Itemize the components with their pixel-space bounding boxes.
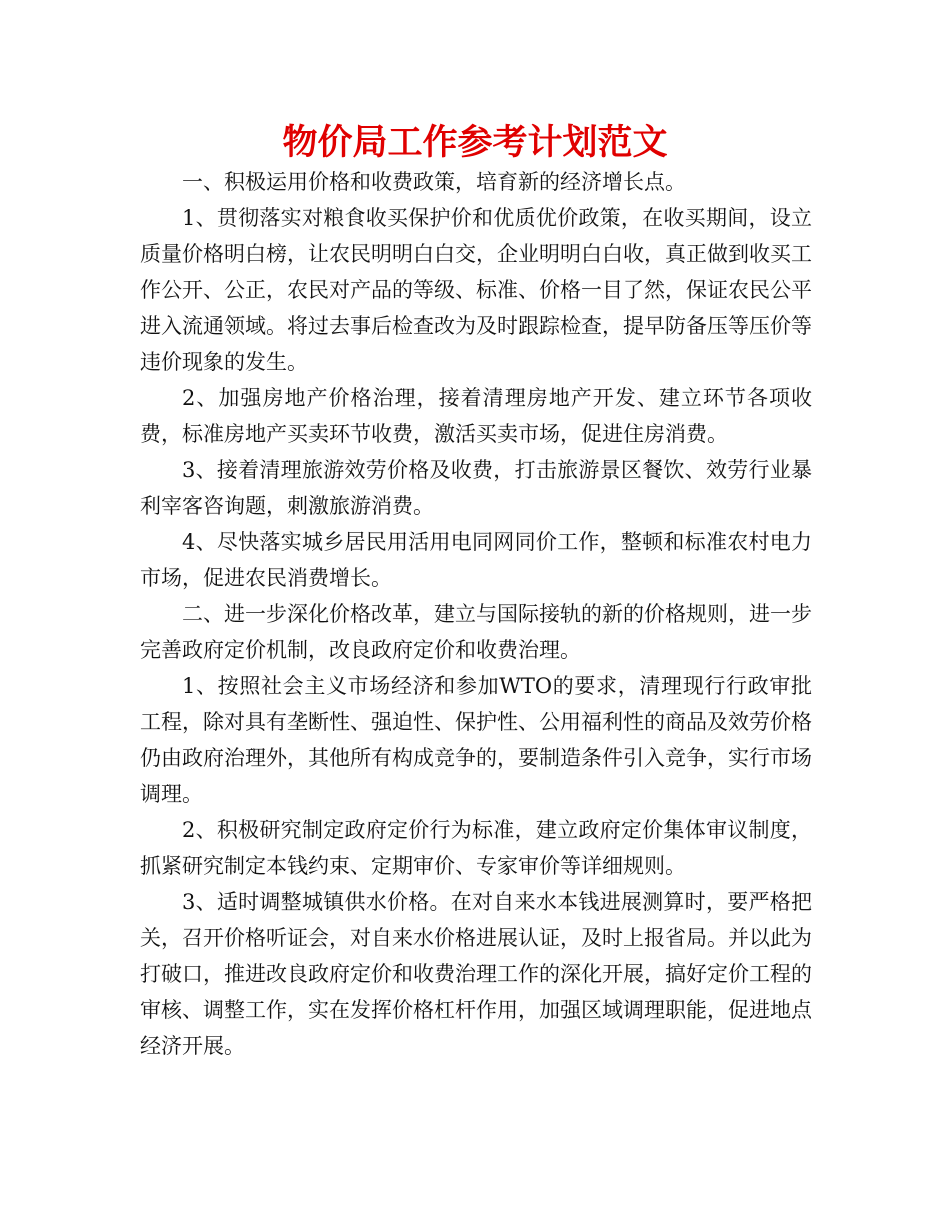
- document-body: [140, 164, 812, 1064]
- paragraph-section-2-heading: 二、进一步深化价格改革，建立与国际接轨的新的价格规则，进一步完善政府定价机制，改良政府定价和收费治理。: [140, 602, 812, 662]
- paragraph-2-3: 3、适时调整城镇供水价格。在对自来水本钱进展测算时，要严格把关，召开价格听证会，对自来水价格进展认证，及时上报省局。并以此为打破口，推进改良政府定价和收费治理工作的深化开展，搞好定价工程的审核、调整工作，实在发挥价格杠杆作用，加强区域调理职能，促进地点经济开展。: [140, 890, 812, 1058]
- paragraph-section-1-heading: 一、积极运用价格和收费政策，培育新的经济增长点。: [182, 170, 686, 194]
- paragraph-2-2: 2、积极研究制定政府定价行为标准，建立政府定价集体审议制度，抓紧研究制定本钱约束、定期审价、专家审价等详细规则。: [140, 818, 812, 878]
- document-title: 物价局工作参考计划范文: [282, 123, 668, 163]
- paragraph-2-1: 1、按照社会主义市场经济和参加WTO的要求，清理现行行政审批工程，除对具有垄断性、强迫性、保护性、公用福利性的商品及效劳价格仍由政府治理外，其他所有构成竞争的，要制造条件引入竞争，实行市场调理。: [140, 674, 812, 806]
- paragraph-1-4: 4、尽快落实城乡居民用活用电同网同价工作，整顿和标准农村电力市场，促进农民消费增长。: [140, 530, 812, 590]
- paragraph-1-1: 1、贯彻落实对粮食收买保护价和优质优价政策，在收买期间，设立质量价格明白榜，让农民明明白白交，企业明明白白收，真正做到收买工作公开、公正，农民对产品的等级、标准、价格一目了然，保证农民公平进入流通领域。将过去事后检查改为及时跟踪检查，提早防备压等压价等违价现象的发生。: [140, 206, 812, 374]
- paragraph-1-2: 2、加强房地产价格治理，接着清理房地产开发、建立环节各项收费，标准房地产买卖环节收费，激活买卖市场，促进住房消费。: [140, 386, 812, 446]
- paragraph-1-3: 3、接着清理旅游效劳价格及收费，打击旅游景区餐饮、效劳行业暴利宰客咨询题，刺激旅游消费。: [140, 458, 812, 518]
